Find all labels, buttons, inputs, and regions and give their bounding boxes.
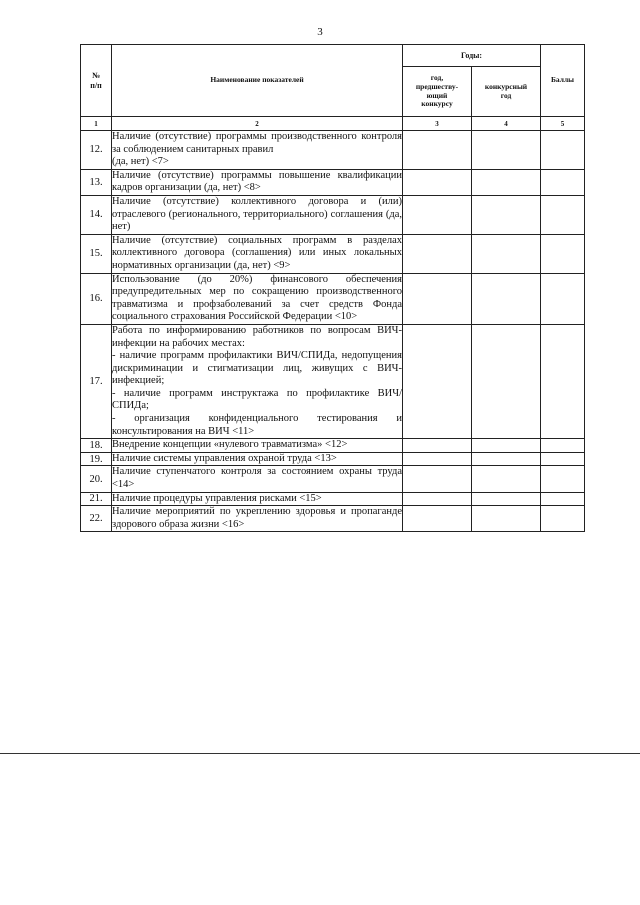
header-year-comp (472, 67, 541, 117)
cell-year-comp[interactable] (472, 324, 541, 438)
cell-score[interactable] (541, 506, 585, 532)
cell-score[interactable] (541, 131, 585, 170)
table-row (81, 466, 585, 492)
row-number: 22. (81, 506, 112, 532)
table-row (81, 324, 585, 438)
row-number: 20. (81, 466, 112, 492)
cell-year-prev[interactable] (403, 492, 472, 506)
table-row (81, 234, 585, 273)
header-num-label: № п/п (90, 71, 102, 90)
cell-score[interactable] (541, 466, 585, 492)
indicators-table (80, 44, 585, 532)
cell-year-prev[interactable] (403, 506, 472, 532)
cell-score[interactable] (541, 195, 585, 234)
cell-score[interactable] (541, 452, 585, 466)
cell-year-comp[interactable] (472, 452, 541, 466)
header-name (112, 45, 403, 117)
row-number: 16. (81, 273, 112, 324)
bottom-divider (0, 753, 640, 754)
cell-year-comp[interactable] (472, 131, 541, 170)
cell-year-prev[interactable] (403, 439, 472, 453)
row-number: 19. (81, 452, 112, 466)
indicator-name: Наличие системы управления охраной труда <13> (112, 452, 403, 466)
row-number: 18. (81, 439, 112, 453)
row-number: 12. (81, 131, 112, 170)
indicator-name: Наличие (отсутствие) программы повышение квалификации кадров организации (да, нет) <8> (112, 169, 403, 195)
cell-year-comp[interactable] (472, 506, 541, 532)
column-number: 5 (541, 117, 585, 131)
cell-year-comp[interactable] (472, 195, 541, 234)
row-number: 13. (81, 169, 112, 195)
cell-score[interactable] (541, 273, 585, 324)
header-score-label: Баллы (550, 75, 575, 85)
row-number: 21. (81, 492, 112, 506)
header-years (403, 45, 541, 67)
cell-year-comp[interactable] (472, 273, 541, 324)
cell-year-prev[interactable] (403, 234, 472, 273)
indicator-name: Наличие (отсутствие) коллективного договора и (или) отраслевого (регионального, территориального) соглашения (да, нет) (112, 195, 403, 234)
header-name-label: Наименование показателей (210, 75, 304, 85)
header-score (541, 45, 585, 117)
cell-score[interactable] (541, 324, 585, 438)
page-number: 3 (317, 26, 323, 38)
table-row (81, 273, 585, 324)
cell-year-prev[interactable] (403, 452, 472, 466)
table-row (81, 131, 585, 170)
indicator-name: Наличие ступенчатого контроля за состоянием охраны труда <14> (112, 466, 403, 492)
table-row (81, 439, 585, 453)
cell-year-comp[interactable] (472, 439, 541, 453)
column-number: 2 (112, 117, 403, 131)
column-number: 3 (403, 117, 472, 131)
column-number: 4 (472, 117, 541, 131)
header-years-label: Годы: (460, 50, 483, 60)
cell-year-comp[interactable] (472, 169, 541, 195)
header-year-prev (403, 67, 472, 117)
cell-year-prev[interactable] (403, 273, 472, 324)
table-row (81, 169, 585, 195)
cell-year-prev[interactable] (403, 466, 472, 492)
indicator-name: Наличие (отсутствие) социальных программ в разделах коллективного договора (соглашения) или иных локальных нормативных организации (да, нет) <9> (112, 234, 403, 273)
cell-score[interactable] (541, 234, 585, 273)
indicator-name: Внедрение концепции «нулевого травматизма» <12> (112, 439, 403, 453)
table-row (81, 506, 585, 532)
cell-year-prev[interactable] (403, 324, 472, 438)
column-number: 1 (81, 117, 112, 131)
header-num (81, 45, 112, 117)
cell-year-comp[interactable] (472, 234, 541, 273)
indicator-name: Наличие мероприятий по укреплению здоровья и пропаганде здорового образа жизни <16> (112, 506, 403, 532)
indicator-name: Наличие (отсутствие) программы производственного контроля за соблюдением санитарных правил (да, нет) <7> (112, 131, 403, 170)
indicator-name: Использование (до 20%) финансового обеспечения предупредительных мер по сокращению производственного травматизма и профзаболеваний за счет средств Фонда социального страхования Российской Федерации <10> (112, 273, 403, 324)
cell-score[interactable] (541, 439, 585, 453)
table-row (81, 452, 585, 466)
header-year-prev-label: год, предшеству- ющий конкурсу (415, 73, 459, 109)
cell-year-comp[interactable] (472, 466, 541, 492)
indicator-name: Работа по информированию работников по вопросам ВИЧ-инфекции на рабочих местах: - наличие программ профилактики ВИЧ/СПИДа, недопущения дискриминации и стигматизации лиц, живущих с ВИЧ-инфекцией; - наличие программ инструктажа по профилактике ВИЧ/СПИДа; - организация конфиденциального тестирования и консультирования на ВИЧ <11> (112, 324, 403, 438)
row-number: 14. (81, 195, 112, 234)
table-row (81, 195, 585, 234)
cell-score[interactable] (541, 169, 585, 195)
cell-year-prev[interactable] (403, 131, 472, 170)
cell-year-comp[interactable] (472, 492, 541, 506)
header-year-comp-label: конкурсный год (484, 81, 528, 100)
cell-year-prev[interactable] (403, 195, 472, 234)
row-number: 17. (81, 324, 112, 438)
column-numbers-row (81, 117, 585, 131)
indicator-name: Наличие процедуры управления рисками <15> (112, 492, 403, 506)
row-number: 15. (81, 234, 112, 273)
table-row (81, 492, 585, 506)
cell-score[interactable] (541, 492, 585, 506)
cell-year-prev[interactable] (403, 169, 472, 195)
